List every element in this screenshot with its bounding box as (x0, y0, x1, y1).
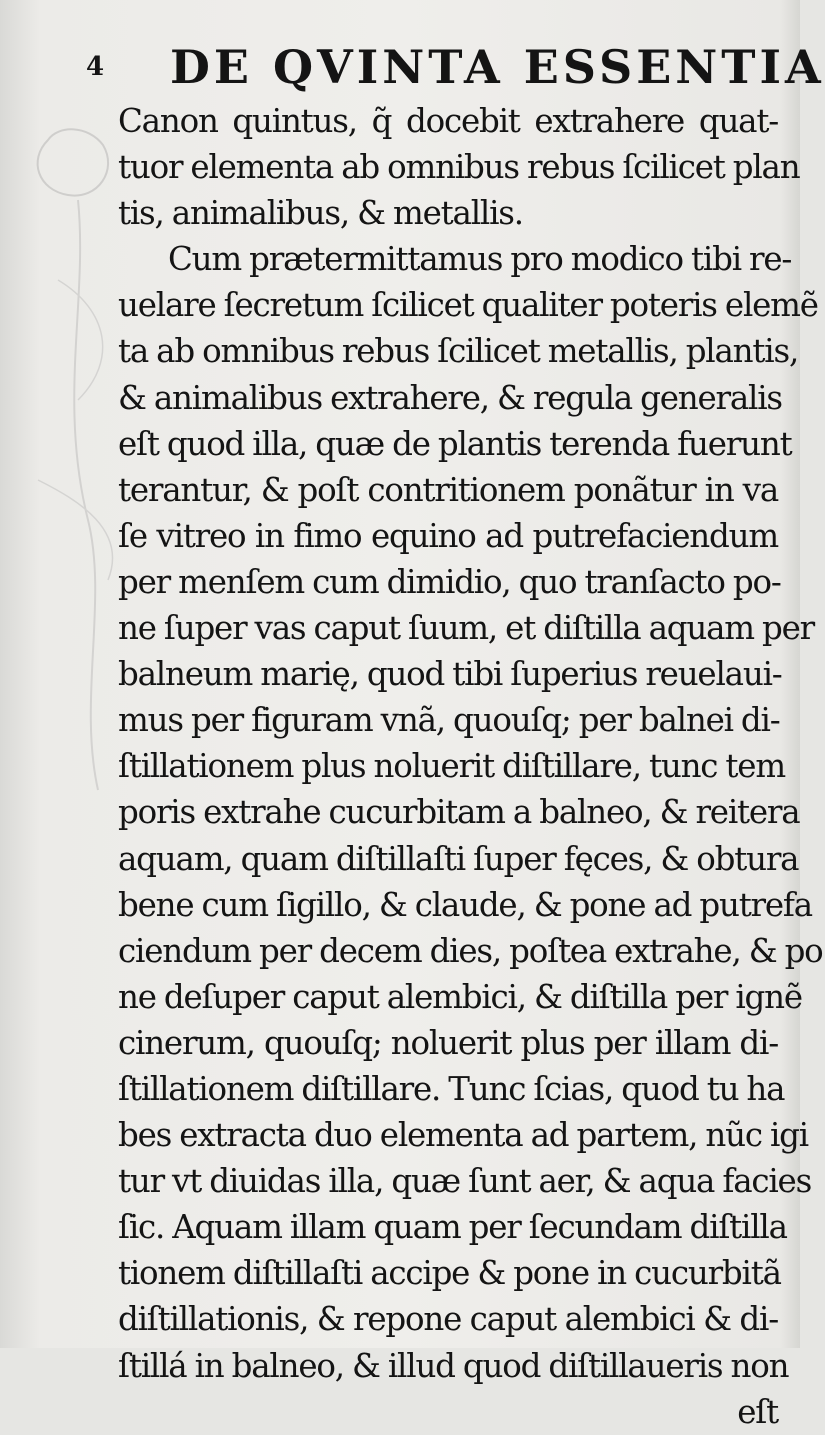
text-line: ciendum per decem dies, poſtea extrahe, & po (118, 931, 823, 970)
text-line: diſtillationis, & repone caput alembici & di- (118, 1300, 778, 1339)
text-line: tuor elementa ab omnibus rebus ſcilicet plan (118, 148, 800, 187)
text-line: bes extracta duo elementa ad partem, nũc igi (118, 1116, 808, 1155)
text-line: ne deſuper caput alembici, & diſtilla per ignẽ (118, 977, 802, 1016)
text-line: ſtillationem diſtillare. Tunc ſcias, quod tu ha (118, 1069, 785, 1108)
text-line: ſtillationem plus noluerit diſtillare, tunc tem (118, 747, 785, 786)
text-line: cinerum, quouſq; noluerit plus per illam di- (118, 1023, 778, 1062)
running-head: DE QVINTA ESSENTIA (170, 40, 825, 94)
text-line: terantur, & poſt contritionem ponãtur in va (118, 470, 778, 509)
text-line: uelare ſecretum ſcilicet qualiter poteris elemẽ (118, 286, 818, 325)
text-line: Cum prætermittamus pro modico tibi re- (168, 240, 792, 279)
text-line: Canon quintus, q̃ docebit extrahere quat- (118, 102, 778, 140)
text-line: ta ab omnibus rebus ſcilicet metallis, plantis, (118, 332, 799, 371)
text-line: balneum marię, quod tibi ſuperius reuelaui- (118, 655, 782, 694)
body-text (118, 98, 823, 1435)
text-line: tis, animalibus, & metallis. (118, 194, 523, 233)
text-line: ſic. Aquam illam quam per ſecundam diſtilla (118, 1208, 787, 1247)
catchword: eſt (737, 1392, 778, 1431)
text-line: mus per figuram vnã, quouſq; per balnei di- (118, 701, 780, 740)
text-line: eſt quod illa, quæ de plantis terenda fuerunt (118, 424, 792, 463)
text-line: tur vt diuidas illa, quæ ſunt aer, & aqua facies (118, 1162, 812, 1201)
text-line: ſe vitreo in fimo equino ad putrefaciendum (118, 516, 778, 555)
text-line: bene cum ſigillo, & claude, & pone ad putrefa (118, 885, 812, 924)
text-line: ne ſuper vas caput ſuum, et diſtilla aquam per (118, 609, 814, 648)
folio-number: 4 (86, 52, 106, 82)
text-line: & animalibus extrahere, & regula generalis (118, 378, 782, 417)
text-line: poris extrahe cucurbitam a balneo, & reitera (118, 793, 800, 832)
text-line: per menſem cum dimidio, quo tranſacto po- (118, 562, 781, 601)
text-line: aquam, quam diſtillaſti ſuper fęces, & obtura (118, 839, 799, 878)
text-line: tionem diſtillaſti accipe & pone in cucurbitã (118, 1254, 781, 1293)
text-line: ſtillá in balneo, & illud quod diſtillaueris non (118, 1346, 789, 1385)
